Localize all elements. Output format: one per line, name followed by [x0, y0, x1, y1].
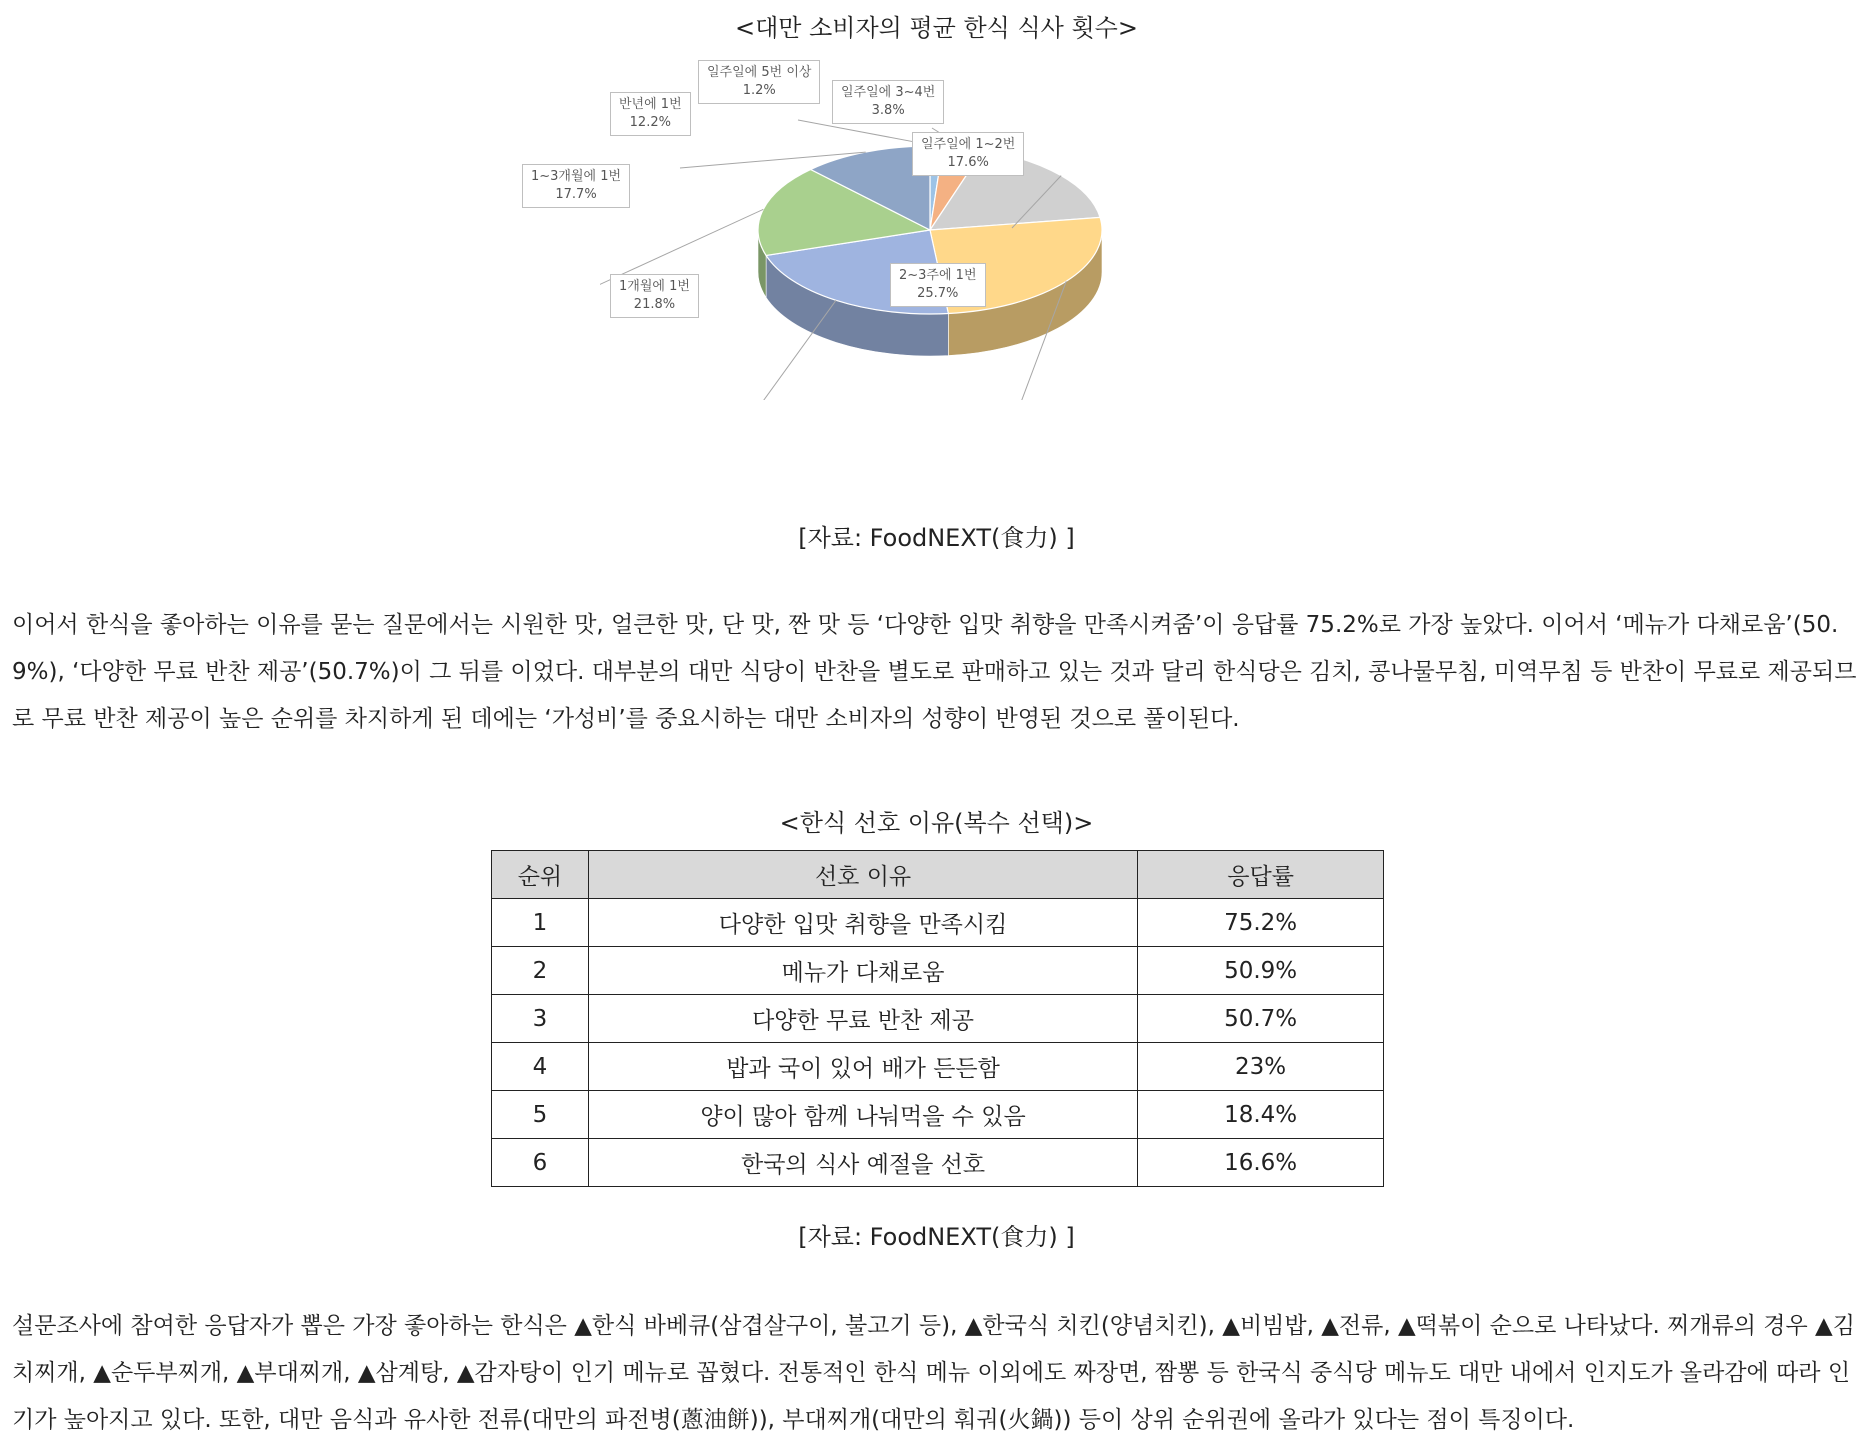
rank-cell: 3 — [492, 995, 589, 1043]
slice-label — [912, 132, 1024, 176]
rate-cell: 23% — [1138, 1043, 1384, 1091]
rank-cell: 5 — [492, 1091, 589, 1139]
slice-label-name: 일주일에 5번 이상 — [707, 65, 812, 80]
table-row — [492, 947, 1384, 995]
table-source: [자료: FoodNEXT(食力) ] — [798, 1223, 1075, 1251]
slice-label — [610, 274, 699, 318]
slice-label-value: 17.7% — [555, 187, 597, 202]
rate-cell: 50.9% — [1138, 947, 1384, 995]
slice-label — [522, 164, 630, 208]
reason-cell: 메뉴가 다채로움 — [588, 947, 1137, 995]
reason-cell: 다양한 입맛 취향을 만족시킴 — [588, 899, 1137, 947]
pie-chart-svg — [600, 60, 1300, 400]
header-rate: 응답률 — [1138, 851, 1384, 899]
chart-source: [자료: FoodNEXT(食力) ] — [798, 524, 1075, 552]
header-rank: 순위 — [492, 851, 589, 899]
reason-cell: 밥과 국이 있어 배가 든든함 — [588, 1043, 1137, 1091]
reason-cell: 양이 많아 함께 나눠먹을 수 있음 — [588, 1091, 1137, 1139]
rank-cell: 4 — [492, 1043, 589, 1091]
rate-cell: 16.6% — [1138, 1139, 1384, 1187]
rate-cell: 75.2% — [1138, 899, 1384, 947]
table-row — [492, 1139, 1384, 1187]
header-reason: 선호 이유 — [588, 851, 1137, 899]
slice-label — [698, 60, 820, 104]
slice-label-name: 1~3개월에 1번 — [531, 169, 622, 184]
slice-label — [610, 92, 691, 136]
slice-label-name: 반년에 1번 — [619, 97, 682, 112]
slice-label-value: 3.8% — [871, 103, 905, 118]
slice-label-value: 17.6% — [947, 155, 989, 170]
slice-label-value: 21.8% — [633, 297, 676, 312]
slice-label-value: 12.2% — [629, 115, 671, 130]
rank-cell: 6 — [492, 1139, 589, 1187]
slice-label-name: 2~3주에 1번 — [899, 268, 977, 283]
paragraph-1: 이어서 한식을 좋아하는 이유를 묻는 질문에서는 시원한 맛, 얼큰한 맛, 단 맛, 짠 맛 등 ‘다양한 입맛 취향을 만족시켜줌’이 응답률 75.2%로 가장 높았다. 이어서 ‘메뉴가 다채로움’(50.9%), ‘다양한 무료 반찬 제공’(50.7%)이 그 뒤를 이었다. 대부분의 대만 식당이 반찬을 별도로 판매하고 있는 것과 달리 한식당은 김치, 콩나물무침, 미역무침 등 반찬이 무료로 제공되므로 무료 반찬 제공이 높은 순위를 차지하게 된 데에는 ‘가성비’를 중요시하는 대만 소비자의 성향이 반영된 것으로 풀이된다. — [12, 612, 1857, 732]
reason-cell: 다양한 무료 반찬 제공 — [588, 995, 1137, 1043]
table-row — [492, 1043, 1384, 1091]
table-row — [492, 995, 1384, 1043]
slice-label — [832, 80, 944, 124]
rate-cell: 18.4% — [1138, 1091, 1384, 1139]
slice-label-name: 1개월에 1번 — [619, 279, 690, 294]
reason-cell: 한국의 식사 예절을 선호 — [588, 1139, 1137, 1187]
chart-title: <대만 소비자의 평균 한식 식사 횟수> — [735, 14, 1138, 42]
table-row — [492, 899, 1384, 947]
pie-chart — [531, 60, 1300, 400]
rank-cell: 1 — [492, 899, 589, 947]
table-title: <한식 선호 이유(복수 선택)> — [779, 809, 1094, 837]
slice-label-name: 일주일에 1~2번 — [921, 137, 1016, 152]
slice-label — [890, 263, 986, 307]
rate-cell: 50.7% — [1138, 995, 1384, 1043]
slice-label-value: 1.2% — [742, 83, 776, 98]
rank-cell: 2 — [492, 947, 589, 995]
table-row — [492, 1091, 1384, 1139]
slice-label-name: 일주일에 3~4번 — [841, 85, 936, 100]
paragraph-2: 설문조사에 참여한 응답자가 뽑은 가장 좋아하는 한식은 ▲한식 바베큐(삼겹살구이, 불고기 등), ▲한국식 치킨(양념치킨), ▲비빔밥, ▲전류, ▲떡볶이 순으로 나타났다. 찌개류의 경우 ▲김치찌개, ▲순두부찌개, ▲부대찌개, ▲삼계탕, ▲감자탕이 인기 메뉴로 꼽혔다. 전통적인 한식 메뉴 이외에도 짜장면, 짬뽕 등 한국식 중식당 메뉴도 대만 내에서 인지도가 올라감에 따라 인기가 높아지고 있다. 또한, 대만 음식과 유사한 전류(대만의 파전병(蔥油餅)), 부대찌개(대만의 훠궈(火鍋)) 등이 상위 순위권에 올라가 있다는 점이 특징이다. — [12, 1313, 1855, 1433]
slice-label-value: 25.7% — [917, 286, 959, 301]
preference-table — [491, 850, 1384, 1187]
table-header-row — [492, 851, 1384, 899]
